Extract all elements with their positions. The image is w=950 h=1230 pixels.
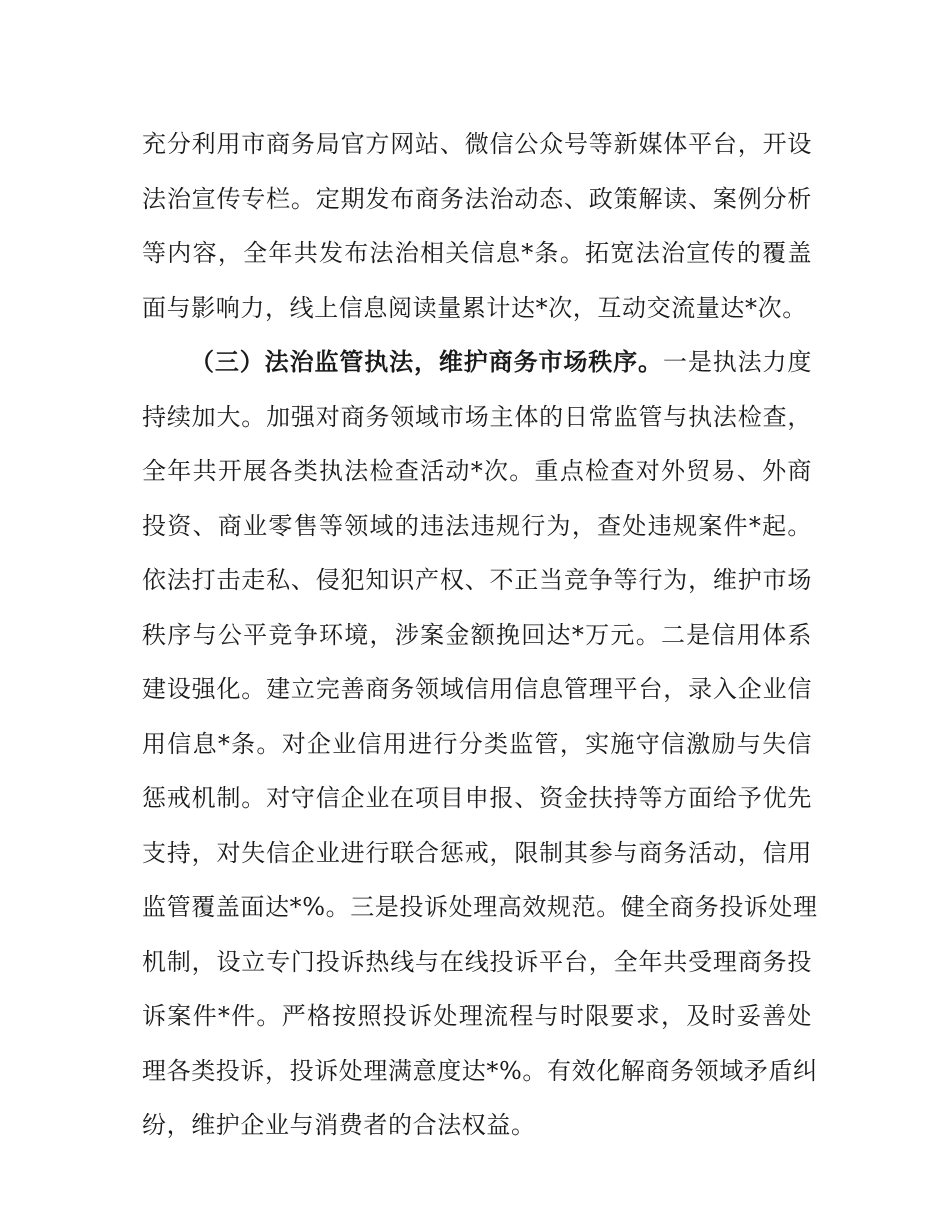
text-line: 秩序与公平竞争环境，涉案金额挽回达*万元。二是信用体系 [142,620,812,649]
text-line: 面与影响力，线上信息阅读量累计达*次，互动交流量达*次。 [142,293,807,322]
section-heading: （三）法治监管执法，维护商务市场秩序。 [190,348,663,376]
text-line: 纷，维护企业与消费者的合法权益。 [142,1111,536,1139]
paragraph-supervision [142,335,818,1153]
text-line: 监管覆盖面达*%。三是投诉处理高效规范。健全商务投诉处理 [142,893,818,921]
heading-line-text: 一是执法力度 [662,348,812,376]
paragraph-publicity [142,117,812,335]
text-line: 法治宣传专栏。定期发布商务法治动态、政策解读、案例分析 [142,184,812,213]
text-line: 惩戒机制。对守信企业在项目申报、资金扶持等方面给予优先 [142,784,812,812]
text-line: 支持，对失信企业进行联合惩戒，限制其参与商务活动，信用 [142,838,812,867]
text-line: 投资、商业零售等领域的违法违规行为，查处违规案件*起。 [142,511,812,540]
heading-line [142,335,812,390]
text-line: 建设强化。建立完善商务领域信用信息管理平台，录入企业信 [142,675,812,703]
text-line: 诉案件*件。严格按照投诉处理流程与时限要求，及时妥善处 [142,1002,812,1030]
text-line: 用信息*条。对企业信用进行分类监管，实施守信激励与失信 [142,729,812,758]
text-line: 机制，设立专门投诉热线与在线投诉平台，全年共受理商务投 [142,947,812,976]
text-line: 理各类投诉，投诉处理满意度达*%。有效化解商务领域矛盾纠 [142,1056,818,1085]
text-line: 持续加大。加强对商务领域市场主体的日常监管与执法检查， [142,402,812,431]
text-line: 全年共开展各类执法检查活动*次。重点检查对外贸易、外商 [142,457,812,485]
text-line: 依法打击走私、侵犯知识产权、不正当竞争等行为，维护市场 [142,566,812,594]
text-line: 充分利用市商务局官方网站、微信公众号等新媒体平台，开设 [142,130,812,158]
text-line: 等内容，全年共发布法治相关信息*条。拓宽法治宣传的覆盖 [142,239,812,267]
